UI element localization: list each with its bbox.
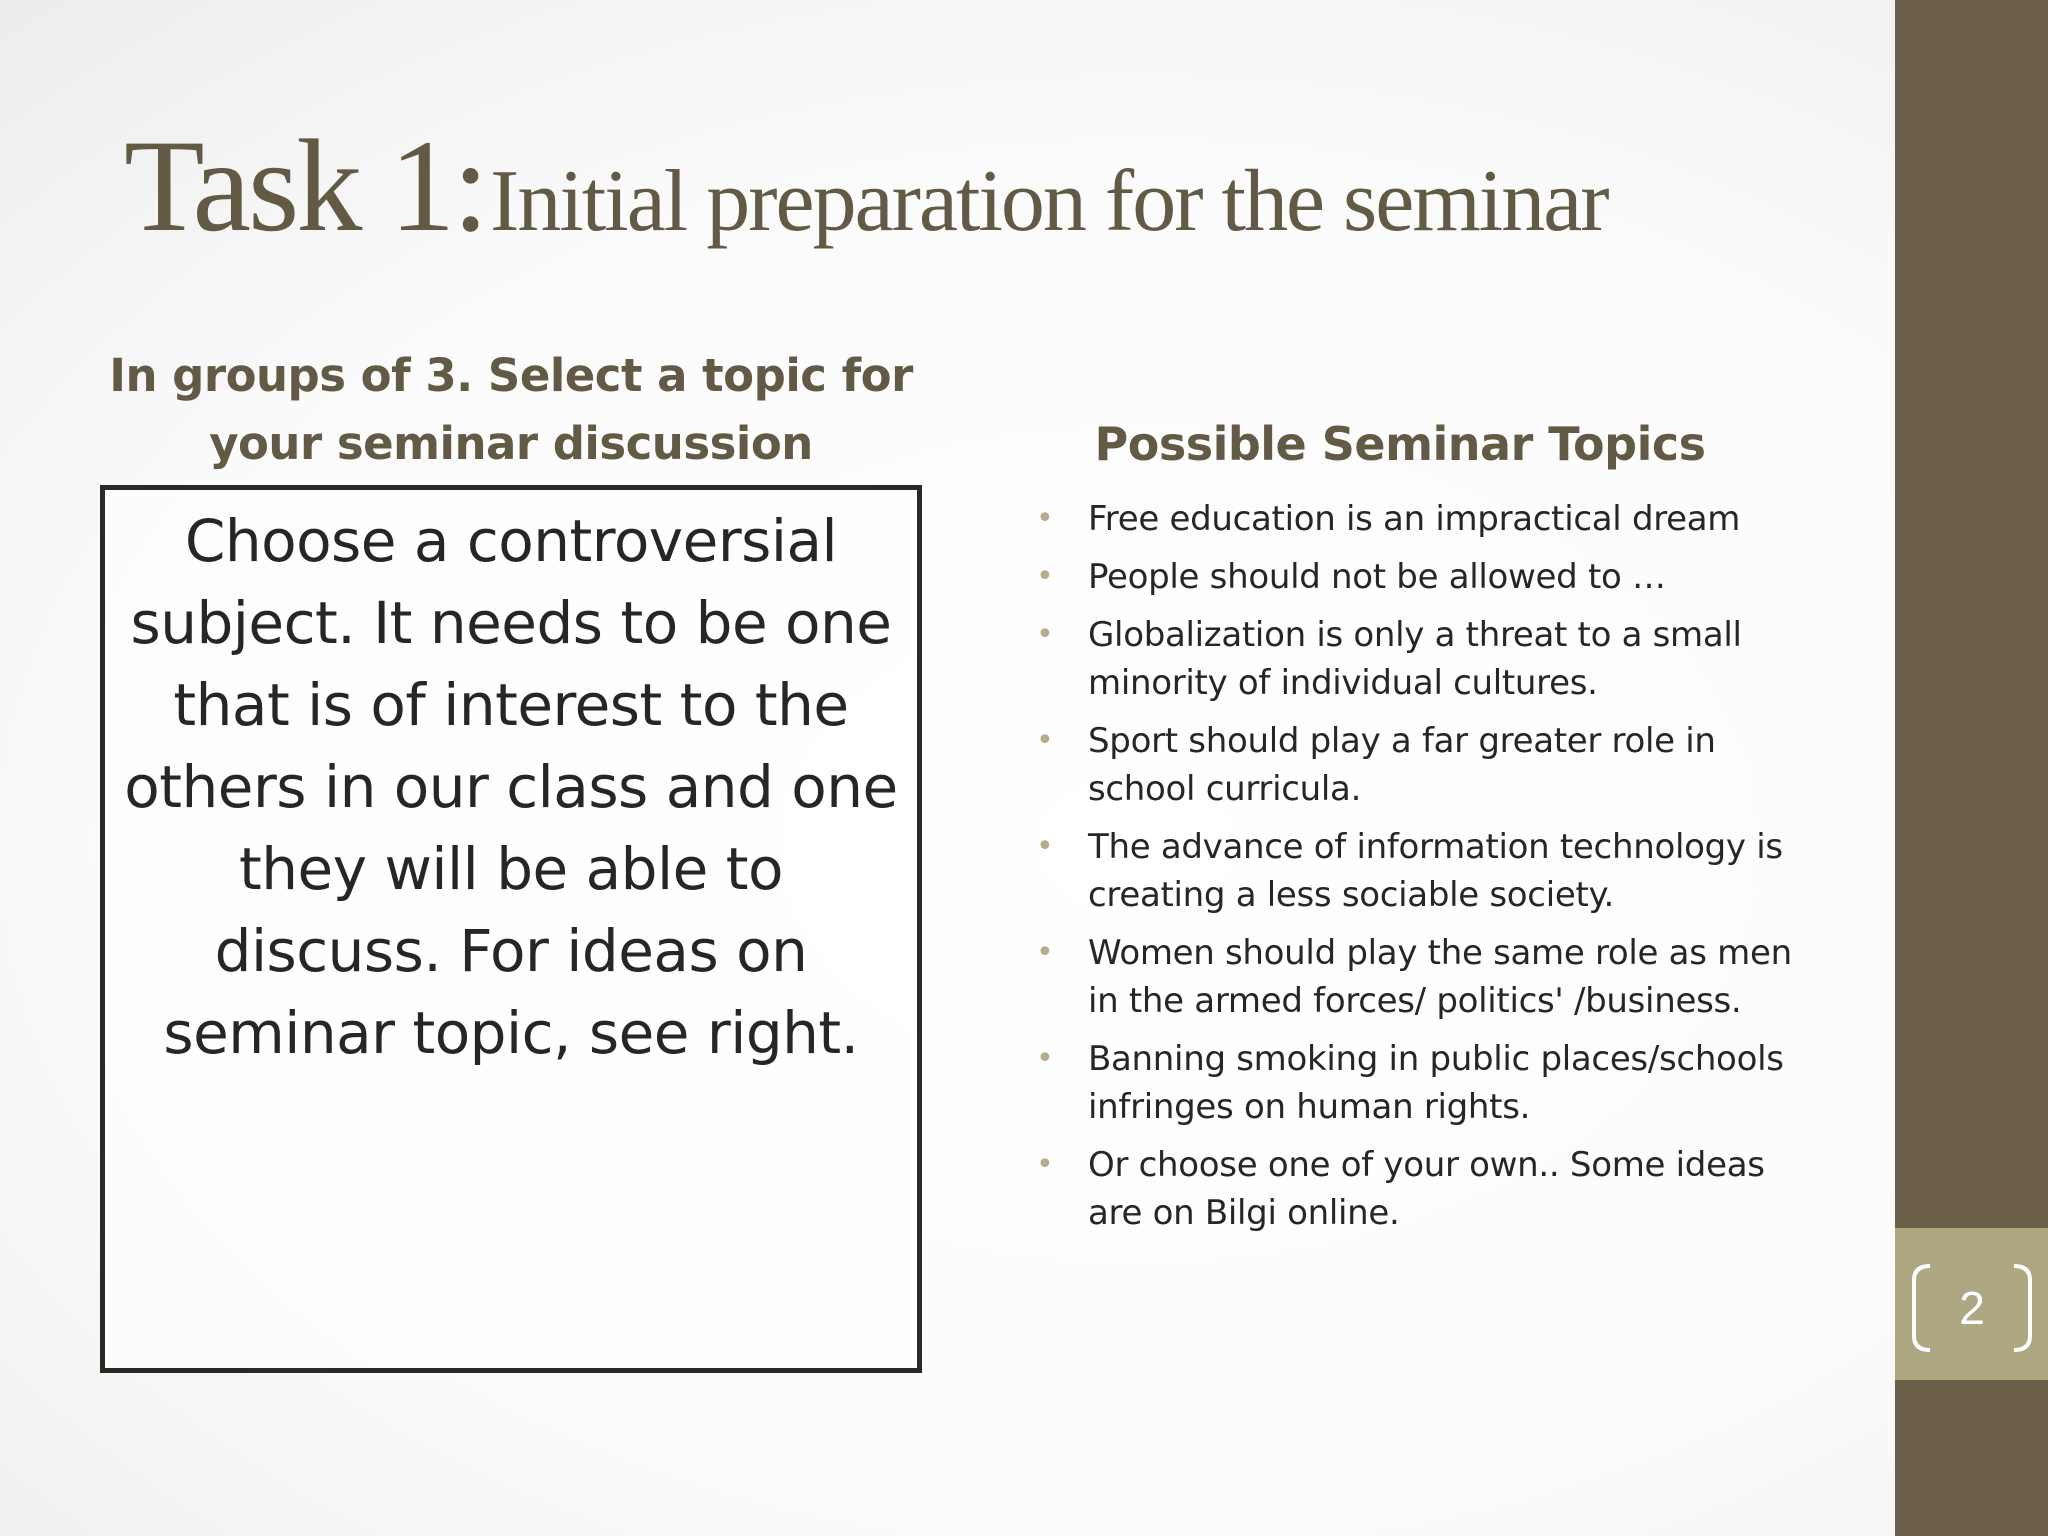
topic-text: The advance of information technology is creating a less sociable society. — [1088, 827, 1783, 915]
topic-item — [1032, 553, 1792, 601]
topic-list — [1032, 495, 1792, 1247]
topic-text: Banning smoking in public places/schools infringes on human rights. — [1088, 1039, 1784, 1127]
topic-text: Or choose one of your own.. Some ideas are on Bilgi online. — [1088, 1145, 1765, 1233]
bullet-icon: • — [1036, 501, 1054, 536]
topic-item — [1032, 1141, 1792, 1237]
topic-text: Globalization is only a threat to a small minority of individual cultures. — [1088, 615, 1742, 703]
topic-text: People should not be allowed to … — [1088, 557, 1666, 597]
title-subject: Initial preparation for the seminar — [490, 153, 1608, 250]
topic-item — [1032, 1035, 1792, 1131]
topic-item — [1032, 929, 1792, 1025]
title-task: Task 1: — [124, 112, 487, 259]
topic-item — [1032, 611, 1792, 707]
group-instruction-heading: In groups of 3. Select a topic for your seminar discussion — [109, 349, 913, 470]
topic-item — [1032, 823, 1792, 919]
bullet-icon: • — [1036, 1147, 1054, 1182]
topic-text: Women should play the same role as men in the armed forces/ politics' /business. — [1088, 933, 1792, 1021]
page-number: 2 — [1959, 1282, 1985, 1334]
bullet-icon: • — [1036, 1041, 1054, 1076]
bullet-icon: • — [1036, 617, 1054, 652]
topics-heading: Possible Seminar Topics — [1094, 417, 1706, 471]
bullet-icon: • — [1036, 559, 1054, 594]
bullet-icon: • — [1036, 935, 1054, 970]
topic-text: Sport should play a far greater role in school curricula. — [1088, 721, 1716, 809]
bullet-icon: • — [1036, 829, 1054, 864]
slide-title — [124, 112, 1864, 259]
topic-text: Free education is an impractical dream — [1088, 499, 1741, 539]
topic-item — [1032, 495, 1792, 543]
bullet-icon: • — [1036, 723, 1054, 758]
topic-item — [1032, 717, 1792, 813]
instruction-text: Choose a controversial subject. It needs to be one that is of interest to the others in our class and one they will be able to discuss. For ideas on seminar topic, see right. — [124, 507, 898, 1067]
